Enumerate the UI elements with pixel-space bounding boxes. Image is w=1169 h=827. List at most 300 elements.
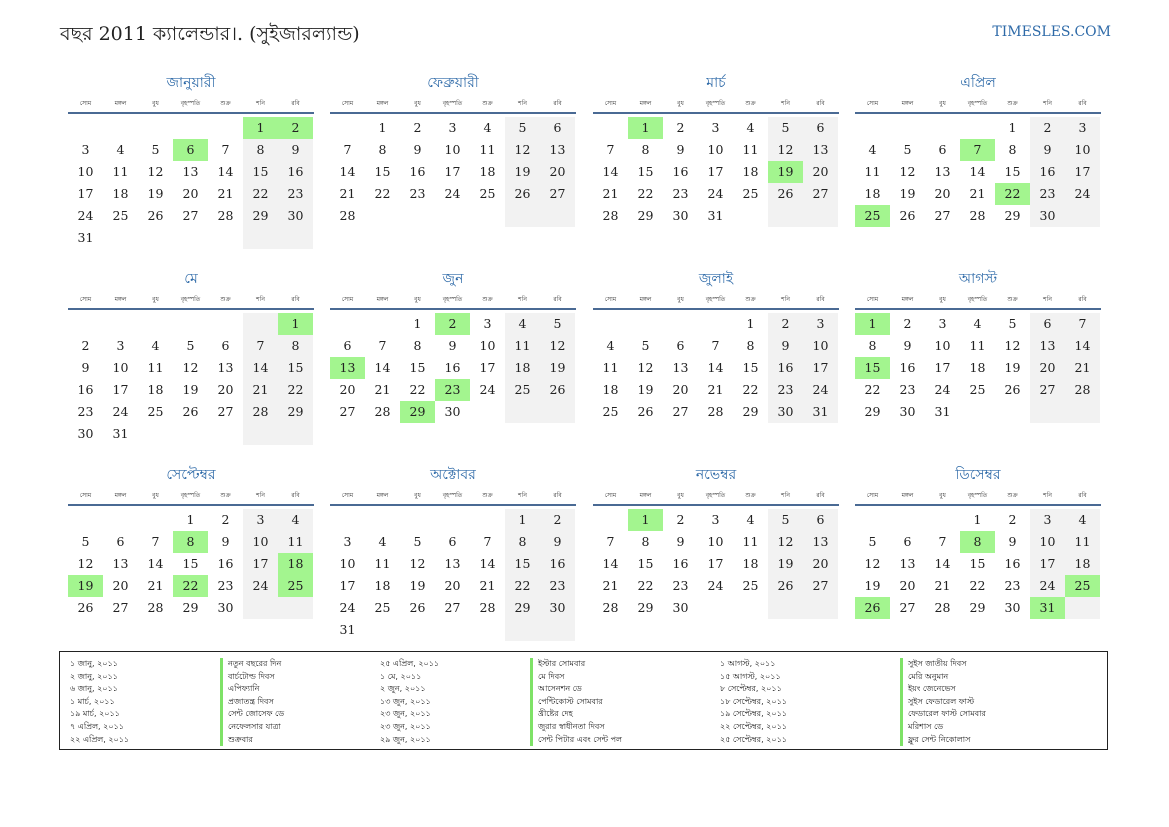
day-cell: 28	[969, 208, 986, 223]
header-rule	[855, 504, 1101, 506]
day-grid	[593, 509, 839, 619]
legend-date: ১ জানু, ২০১১	[70, 659, 118, 668]
day-cell: 20	[803, 553, 838, 575]
day-cell: 7	[378, 338, 387, 353]
day-cell: 18	[147, 382, 164, 397]
day-cell: 30	[540, 597, 575, 619]
day-cell: 19	[899, 186, 916, 201]
empty-cell	[505, 619, 540, 641]
empty-cell	[803, 205, 838, 227]
day-cell: 7	[606, 534, 615, 549]
day-cell: 5	[81, 534, 90, 549]
weekday-label: শনি	[1043, 296, 1052, 303]
legend-holiday-name: মরিশাস ডে	[900, 721, 986, 734]
day-cell: 25	[742, 186, 759, 201]
day-cell: 12	[899, 164, 916, 179]
day-grid	[593, 313, 839, 423]
day-cell: 2	[676, 120, 685, 135]
weekday-label: বুধ	[939, 296, 946, 303]
day-cell: 15	[505, 553, 540, 575]
day-cell: 4	[116, 142, 125, 157]
legend-holiday-name: সেন্ট পিটার এবং সেন্ট পল	[530, 734, 622, 747]
day-cell: 20	[1030, 357, 1065, 379]
legend-date-column	[720, 658, 787, 746]
day-cell: 5	[903, 142, 912, 157]
weekday-label: বুধ	[414, 296, 421, 303]
weekday-label: সোম	[79, 100, 92, 107]
day-cell: 12	[409, 556, 426, 571]
day-cell: 21	[707, 382, 724, 397]
holiday-day-cell: 1	[855, 313, 890, 335]
day-cell: 28	[707, 404, 724, 419]
day-cell: 10	[339, 556, 356, 571]
weekday-header	[68, 489, 314, 503]
day-cell: 23	[77, 404, 94, 419]
empty-cell	[698, 597, 733, 619]
day-grid	[330, 117, 576, 227]
holiday-day-cell: 13	[330, 357, 365, 379]
day-cell: 20	[803, 161, 838, 183]
day-cell: 6	[803, 509, 838, 531]
weekday-label: সোম	[866, 296, 879, 303]
legend-date: ২৯ জুন, ২০১১	[380, 734, 431, 744]
day-cell: 27	[1030, 379, 1065, 401]
weekday-label: রবি	[816, 100, 825, 107]
legend-date: ১ মার্চ, ২০১১	[70, 696, 115, 706]
day-cell: 12	[147, 164, 164, 179]
weekday-label: মঙ্গল	[639, 492, 652, 499]
day-cell: 15	[409, 360, 426, 375]
legend-holiday-name: মেরি অনুমান	[900, 671, 986, 684]
day-cell: 16	[672, 556, 689, 571]
weekday-label: শুক্র	[745, 492, 756, 499]
day-cell: 22	[637, 186, 654, 201]
day-cell: 1	[973, 512, 982, 527]
day-cell: 17	[444, 164, 461, 179]
day-cell: 12	[505, 139, 540, 161]
day-cell: 29	[637, 600, 654, 615]
day-cell: 10	[479, 338, 496, 353]
day-cell: 20	[540, 161, 575, 183]
day-cell: 28	[602, 208, 619, 223]
day-cell: 30	[217, 600, 234, 615]
holiday-day-cell: 29	[400, 401, 435, 423]
weekday-label: মঙ্গল	[376, 296, 389, 303]
day-cell: 9	[676, 534, 685, 549]
month-title: মে	[184, 271, 198, 287]
empty-cell	[330, 313, 365, 335]
day-cell: 10	[934, 338, 951, 353]
day-cell: 11	[742, 534, 759, 549]
weekday-header	[855, 489, 1101, 503]
legend-date: ২৩ জুন, ২০১১	[380, 709, 431, 719]
weekday-label: শুক্র	[482, 100, 493, 107]
day-cell: 9	[768, 335, 803, 357]
legend-holiday-name: ইয়ং জেনেভেস	[900, 683, 986, 696]
weekday-label: শুক্র	[482, 492, 493, 499]
day-cell: 19	[637, 382, 654, 397]
legend-date: ১ আগস্ট, ২০১১	[720, 659, 776, 668]
day-cell: 12	[1004, 338, 1021, 353]
day-cell: 4	[505, 313, 540, 335]
day-cell: 19	[409, 578, 426, 593]
day-cell: 8	[243, 139, 278, 161]
weekday-label: শুক্র	[220, 492, 231, 499]
legend-date: ১৫ আগস্ট, ২০১১	[720, 671, 781, 681]
day-cell: 4	[746, 120, 755, 135]
day-cell: 24	[707, 186, 724, 201]
day-cell: 21	[217, 186, 234, 201]
weekday-label: শুক্র	[745, 296, 756, 303]
day-cell: 21	[1065, 357, 1100, 379]
legend-date: ২২ এপ্রিল, ২০১১	[70, 734, 130, 744]
legend-name-column	[220, 658, 284, 746]
day-cell: 3	[1030, 509, 1065, 531]
day-grid	[68, 117, 314, 249]
empty-cell	[138, 117, 173, 139]
empty-cell	[173, 117, 208, 139]
weekday-label: বৃহস্পতি	[180, 492, 201, 499]
legend-holiday-name: খ্রীষ্টের দেহ	[530, 708, 622, 721]
day-cell: 2	[413, 120, 422, 135]
day-cell: 28	[479, 600, 496, 615]
day-cell: 20	[339, 382, 356, 397]
weekday-label: সোম	[341, 100, 354, 107]
weekday-label: রবি	[291, 492, 300, 499]
day-cell: 10	[707, 142, 724, 157]
month-title: অক্টোবর	[430, 467, 476, 483]
legend-date-column	[70, 658, 129, 746]
empty-cell	[855, 509, 890, 531]
day-grid	[68, 313, 314, 445]
day-cell: 27	[934, 208, 951, 223]
weekday-label: বৃহস্পতি	[442, 100, 463, 107]
day-cell: 14	[934, 556, 951, 571]
day-cell: 24	[1030, 575, 1065, 597]
day-cell: 25	[374, 600, 391, 615]
holiday-day-cell: 7	[960, 139, 995, 161]
weekday-header	[68, 293, 314, 307]
day-cell: 27	[444, 600, 461, 615]
day-grid	[330, 509, 576, 641]
weekday-label: রবি	[291, 296, 300, 303]
weekday-label: সোম	[604, 492, 617, 499]
day-cell: 21	[243, 379, 278, 401]
month-title: মার্চ	[706, 75, 726, 91]
legend-date: ১৯ মার্চ, ২০১১	[70, 709, 120, 719]
weekday-label: বৃহস্পতি	[967, 296, 988, 303]
day-cell: 17	[479, 360, 496, 375]
day-cell: 22	[374, 186, 391, 201]
day-cell: 19	[1004, 360, 1021, 375]
empty-cell	[593, 509, 628, 531]
day-cell: 20	[112, 578, 129, 593]
day-cell: 13	[444, 556, 461, 571]
weekday-label: সোম	[866, 100, 879, 107]
empty-cell	[365, 619, 400, 641]
day-cell: 20	[444, 578, 461, 593]
empty-cell	[768, 205, 803, 227]
weekday-label: মঙ্গল	[901, 492, 914, 499]
day-cell: 19	[505, 161, 540, 183]
day-cell: 28	[374, 404, 391, 419]
day-cell: 21	[602, 578, 619, 593]
day-cell: 11	[969, 338, 986, 353]
empty-cell	[470, 509, 505, 531]
empty-cell	[1030, 401, 1065, 423]
day-cell: 24	[77, 208, 94, 223]
day-cell: 16	[77, 382, 94, 397]
empty-cell	[803, 597, 838, 619]
day-cell: 10	[1065, 139, 1100, 161]
day-cell: 12	[637, 360, 654, 375]
day-cell: 26	[147, 208, 164, 223]
holiday-day-cell: 8	[173, 531, 208, 553]
day-cell: 9	[221, 534, 230, 549]
day-cell: 2	[221, 512, 230, 527]
day-cell: 9	[903, 338, 912, 353]
weekday-label: শনি	[256, 100, 265, 107]
day-cell: 6	[116, 534, 125, 549]
weekday-label: মঙ্গল	[376, 100, 389, 107]
weekday-label: রবি	[553, 492, 562, 499]
day-cell: 14	[707, 360, 724, 375]
empty-cell	[470, 205, 505, 227]
weekday-label: বুধ	[414, 492, 421, 499]
legend-date-column	[380, 658, 439, 746]
day-cell: 10	[707, 534, 724, 549]
day-cell: 22	[243, 183, 278, 205]
empty-cell	[243, 227, 278, 249]
empty-cell	[663, 313, 698, 335]
day-cell: 25	[969, 382, 986, 397]
day-cell: 26	[505, 183, 540, 205]
day-cell: 10	[803, 335, 838, 357]
day-cell: 2	[903, 316, 912, 331]
day-cell: 16	[540, 553, 575, 575]
day-cell: 28	[934, 600, 951, 615]
day-cell: 4	[868, 142, 877, 157]
day-cell: 9	[540, 531, 575, 553]
holiday-day-cell: 25	[855, 205, 890, 227]
day-cell: 25	[602, 404, 619, 419]
day-cell: 23	[768, 379, 803, 401]
day-cell: 21	[934, 578, 951, 593]
empty-cell	[960, 117, 995, 139]
day-cell: 18	[479, 164, 496, 179]
empty-cell	[243, 597, 278, 619]
day-cell: 4	[973, 316, 982, 331]
weekday-label: রবি	[816, 296, 825, 303]
day-cell: 8	[278, 335, 313, 357]
day-cell: 31	[707, 208, 724, 223]
day-cell: 8	[868, 338, 877, 353]
day-cell: 20	[182, 186, 199, 201]
empty-cell	[330, 117, 365, 139]
day-cell: 23	[899, 382, 916, 397]
day-cell: 14	[969, 164, 986, 179]
day-cell: 24	[243, 575, 278, 597]
day-cell: 22	[278, 379, 313, 401]
day-cell: 6	[540, 117, 575, 139]
day-cell: 22	[637, 578, 654, 593]
day-cell: 8	[378, 142, 387, 157]
day-cell: 9	[413, 142, 422, 157]
empty-cell	[628, 313, 663, 335]
day-cell: 11	[505, 335, 540, 357]
day-cell: 17	[77, 186, 94, 201]
day-cell: 12	[77, 556, 94, 571]
day-cell: 17	[707, 556, 724, 571]
month-title: আগস্ট	[958, 271, 998, 287]
day-cell: 8	[505, 531, 540, 553]
weekday-label: বুধ	[677, 100, 684, 107]
day-cell: 8	[413, 338, 422, 353]
day-cell: 3	[803, 313, 838, 335]
day-grid	[855, 117, 1101, 227]
day-cell: 12	[182, 360, 199, 375]
legend-date: ১৩ জুন, ২০১১	[380, 696, 431, 706]
month-block	[855, 269, 1101, 423]
weekday-header	[855, 293, 1101, 307]
weekday-label: রবি	[1078, 100, 1087, 107]
month-title: ডিসেম্বর	[955, 467, 1001, 483]
day-cell: 7	[343, 142, 352, 157]
empty-cell	[505, 401, 540, 423]
empty-cell	[68, 117, 103, 139]
holiday-day-cell: 25	[278, 575, 313, 597]
empty-cell	[138, 227, 173, 249]
day-cell: 9	[1030, 139, 1065, 161]
weekday-label: বুধ	[677, 296, 684, 303]
day-cell: 29	[505, 597, 540, 619]
month-block	[68, 465, 314, 619]
weekday-label: বুধ	[152, 296, 159, 303]
month-block	[68, 269, 314, 445]
day-cell: 21	[479, 578, 496, 593]
header-rule	[593, 504, 839, 506]
day-cell: 18	[505, 357, 540, 379]
legend-date: ২ জানু, ২০১১	[70, 671, 118, 681]
day-cell: 30	[899, 404, 916, 419]
day-cell: 29	[1004, 208, 1021, 223]
empty-cell	[733, 597, 768, 619]
empty-cell	[435, 619, 470, 641]
empty-cell	[400, 509, 435, 531]
empty-cell	[400, 205, 435, 227]
legend-date: ২৫ সেপ্টেম্বর, ২০১১	[720, 734, 787, 744]
day-cell: 1	[413, 316, 422, 331]
empty-cell	[278, 423, 313, 445]
empty-cell	[208, 227, 243, 249]
weekday-header	[330, 293, 576, 307]
weekday-header	[330, 489, 576, 503]
day-cell: 16	[899, 360, 916, 375]
day-cell: 5	[151, 142, 160, 157]
day-cell: 20	[672, 382, 689, 397]
weekday-label: মঙ্গল	[639, 100, 652, 107]
day-cell: 23	[1030, 183, 1065, 205]
holiday-day-cell: 1	[243, 117, 278, 139]
day-cell: 29	[278, 401, 313, 423]
day-cell: 28	[243, 401, 278, 423]
month-title: ফেব্রুয়ারী	[427, 75, 479, 91]
empty-cell	[208, 117, 243, 139]
month-block	[330, 73, 576, 227]
day-cell: 10	[1030, 531, 1065, 553]
header-rule	[68, 308, 314, 310]
day-cell: 5	[768, 509, 803, 531]
day-cell: 1	[186, 512, 195, 527]
empty-cell	[138, 313, 173, 335]
day-cell: 30	[1004, 600, 1021, 615]
site-link[interactable]: TIMESLES.COM	[992, 24, 1111, 40]
day-cell: 9	[1008, 534, 1017, 549]
weekday-label: শনি	[256, 492, 265, 499]
day-cell: 13	[803, 531, 838, 553]
day-cell: 29	[864, 404, 881, 419]
day-cell: 28	[217, 208, 234, 223]
day-cell: 31	[803, 401, 838, 423]
empty-cell	[278, 227, 313, 249]
weekday-label: মঙ্গল	[376, 492, 389, 499]
day-cell: 11	[1065, 531, 1100, 553]
legend-holiday-name: আসেনশন ডে	[530, 683, 622, 696]
day-cell: 20	[899, 578, 916, 593]
day-cell: 26	[409, 600, 426, 615]
empty-cell	[138, 509, 173, 531]
weekday-label: বুধ	[939, 492, 946, 499]
weekday-label: বুধ	[677, 492, 684, 499]
day-cell: 10	[77, 164, 94, 179]
day-cell: 17	[339, 578, 356, 593]
empty-cell	[173, 313, 208, 335]
weekday-label: রবি	[1078, 492, 1087, 499]
day-cell: 13	[112, 556, 129, 571]
empty-cell	[173, 423, 208, 445]
day-cell: 31	[934, 404, 951, 419]
day-cell: 5	[1008, 316, 1017, 331]
empty-cell	[470, 619, 505, 641]
weekday-label: মঙ্গল	[901, 296, 914, 303]
day-cell: 24	[339, 600, 356, 615]
day-cell: 28	[147, 600, 164, 615]
day-cell: 21	[147, 578, 164, 593]
day-cell: 2	[1030, 117, 1065, 139]
day-cell: 9	[278, 139, 313, 161]
day-cell: 25	[505, 379, 540, 401]
day-cell: 11	[374, 556, 391, 571]
empty-cell	[278, 597, 313, 619]
day-cell: 12	[768, 139, 803, 161]
weekday-label: মঙ্গল	[114, 296, 127, 303]
day-cell: 7	[243, 335, 278, 357]
day-cell: 19	[768, 553, 803, 575]
holiday-day-cell: 6	[173, 139, 208, 161]
weekday-label: শুক্র	[1007, 296, 1018, 303]
empty-cell	[173, 227, 208, 249]
day-cell: 17	[243, 553, 278, 575]
weekday-label: রবি	[816, 492, 825, 499]
legend-holiday-name: ফেডারেল ফাস্ট সোমবার	[900, 708, 986, 721]
empty-cell	[243, 313, 278, 335]
empty-cell	[960, 401, 995, 423]
legend-holiday-name: বার্চটোল্ড দিবস	[220, 671, 284, 684]
month-title: জুন	[442, 271, 464, 287]
day-cell: 31	[112, 426, 129, 441]
empty-cell	[208, 423, 243, 445]
day-cell: 8	[1008, 142, 1017, 157]
